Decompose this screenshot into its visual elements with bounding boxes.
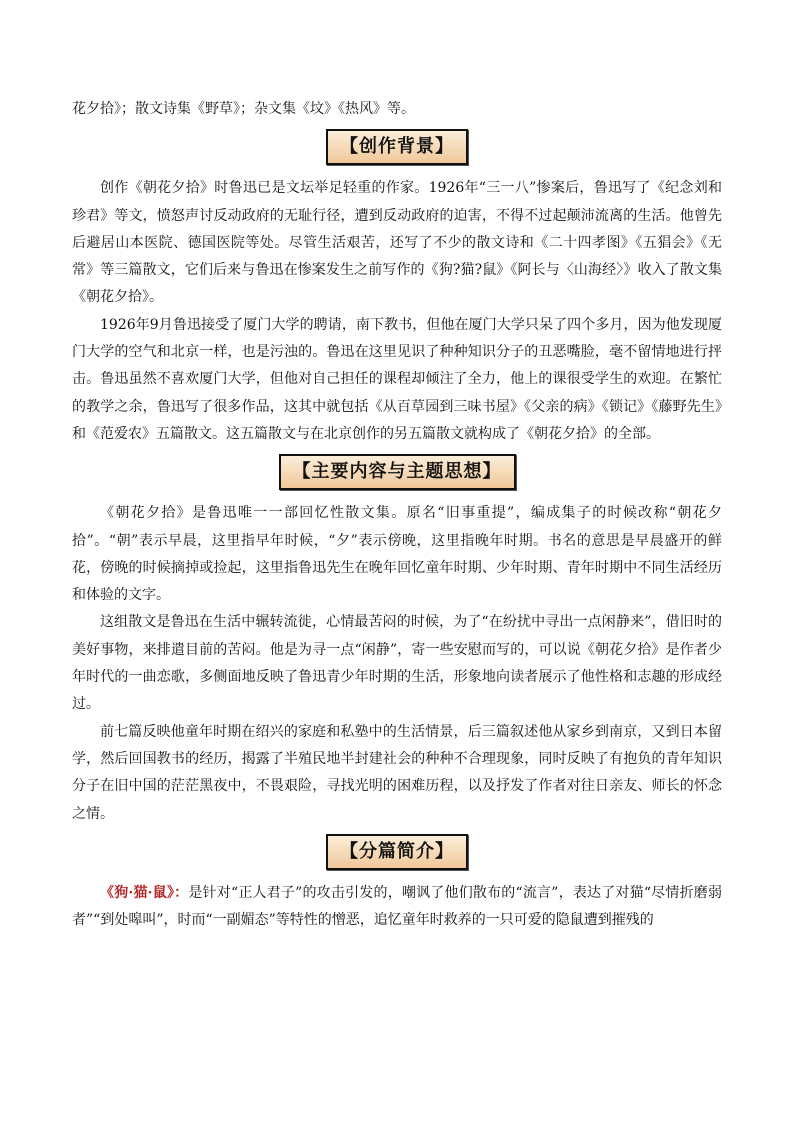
theme-paragraph-1: 《朝花夕拾》是鲁迅唯一一部回忆性散文集。原名“旧事重提”，编成集子的时候改称“朝花夕拾”。“朝”表示早晨，这里指早年时候，“夕”表示傍晚，这里指晚年时期。书名的意思是早晨盛开的鲜花，傍晚的时候摘掉或捡起，这里指鲁迅先生在晚年回忆童年时期、少年时期、青年时期中不同生活经历和体验的文字。 [72,505,722,604]
section-heading-summary [72,830,722,874]
summary-item-text: 是针对“正人君子”的攻击引发的，嘲讽了他们散布的“流言”，表达了对猫“尽情折磨弱者”“到处嗥叫”，时而“一副媚态”等特性的憎恶，追忆童年时救养的一只可爱的隐鼠遭到摧残的 [72,884,722,929]
theme-paragraph-3: 前七篇反映他童年时期在绍兴的家庭和私塾中的生活情景，后三篇叙述他从家乡到南京，又到日本留学，然后回国教书的经历，揭露了半殖民地半封建社会的种种不合理现象，同时反映了有抱负的青年知识分子在旧中国的茫茫黑夜中，不畏艰险，寻找光明的困难历程，以及抒发了作者对往日亲友、师长的怀念之情。 [72,723,722,822]
summary-item-paragraph [72,880,722,935]
heading-background-title: 【创作背景】 [326,129,468,165]
section-heading-theme [72,450,722,494]
theme-paragraph-2: 这组散文是鲁迅在生活中辗转流徙，心情最苦闷的时候，为了“在纷扰中寻出一点闲静来”，借旧时的美好事物，来排遣目前的苦闷。他是为寻一点“闲静”，寄一些安慰而写的，可以说《朝花夕拾》是作者少年时代的一曲恋歌，多侧面地反映了鲁迅青少年时期的生活，形象地向读者展示了他性格和志趣的形成经过。 [72,614,722,713]
heading-summary-title: 【分篇简介】 [326,834,468,870]
document-content [72,96,722,934]
heading-theme-title: 【主要内容与主题思想】 [279,454,516,490]
section-heading-background [72,125,722,169]
background-paragraph-1: 创作《朝花夕拾》时鲁迅已是文坛举足轻重的作家。1926年“三一八”惨案后，鲁迅写了《纪念刘和珍君》等文，愤怒声讨反动政府的无耻行径，遭到反动政府的迫害，不得不过起颠沛流离的生活。他曾先后避居山本医院、德国医院等处。尽管生活艰苦，还写了不少的散文诗和《二十四孝图》《五猖会》《无常》等三篇散文，它们后来与鲁迅在惨案发生之前写作的《狗?猫?鼠》《阿长与〈山海经〉》收入了散文集《朝花夕拾》。 [72,180,722,306]
summary-item-title: 《狗·猫·鼠》： [100,884,189,901]
background-paragraph-2: 1926年9月鲁迅接受了厦门大学的聘请，南下教书，但他在厦门大学只呆了四个多月，因为他发现厦门大学的空气和北京一样，也是污浊的。鲁迅在这里见识了种种知识分子的丑恶嘴脸，毫不留情地进行抨击。鲁迅虽然不喜欢厦门大学，但他对自己担任的课程却倾注了全力，他上的课很受学生的欢迎。在繁忙的教学之余，鲁迅写了很多作品，这其中就包括《从百草园到三味书屋》《父亲的病》《锁记》《藤野先生》和《范爱农》五篇散文。这五篇散文与在北京创作的另五篇散文就构成了《朝花夕拾》的全部。 [72,316,722,442]
intro-tail-paragraph: 花夕拾》；散文诗集《野草》；杂文集《坟》《热风》等。 [72,101,415,117]
